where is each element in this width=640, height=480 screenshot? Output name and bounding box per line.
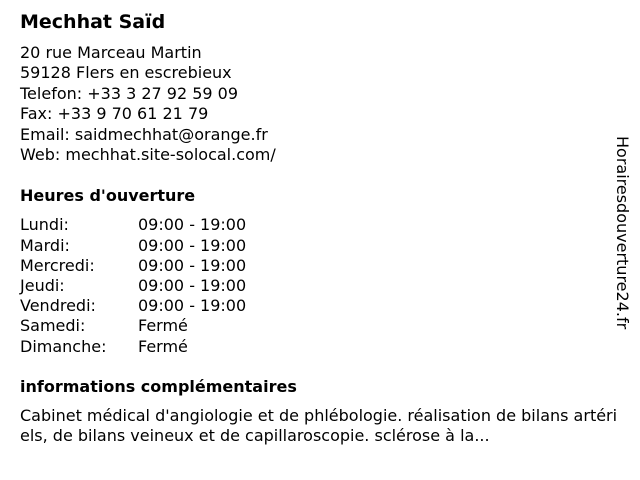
- day-hours: 09:00 - 19:00: [138, 296, 247, 316]
- info-description: Cabinet médical d'angiologie et de phlébologie. réalisation de bilans artériels, de bilans veineux et de capillaroscopie. sclérose à la...: [20, 405, 618, 446]
- day-hours: 09:00 - 19:00: [138, 255, 247, 275]
- day-hours: Fermé: [138, 336, 188, 356]
- day-label: Mercredi:: [20, 255, 95, 275]
- phone-text: Telefon: +33 3 27 92 59 09: [20, 83, 239, 103]
- day-label: Samedi:: [20, 316, 86, 336]
- day-label: Lundi:: [20, 215, 69, 235]
- fax-text: Fax: +33 9 70 61 21 79: [20, 104, 209, 124]
- site-watermark: Horairesdouverture24.fr: [613, 136, 632, 330]
- day-label: Vendredi:: [20, 296, 96, 316]
- info-heading: informations complémentaires: [20, 376, 297, 396]
- hours-row-saturday: [20, 316, 610, 336]
- day-label: Dimanche:: [20, 336, 107, 356]
- day-hours: 09:00 - 19:00: [138, 276, 247, 296]
- hours-row-wednesday: [20, 256, 610, 276]
- hours-row-monday: [20, 215, 610, 235]
- hours-row-friday: [20, 296, 610, 316]
- day-label: Jeudi:: [20, 276, 65, 296]
- web-text: Web: mechhat.site-solocal.com/: [20, 145, 276, 165]
- address-line-2: 59128 Flers en escrebieux: [20, 63, 232, 83]
- hours-row-tuesday: [20, 236, 610, 256]
- contact-block: [20, 43, 610, 165]
- day-label: Mardi:: [20, 235, 70, 255]
- business-name: Mechhat Saïd: [20, 11, 166, 33]
- hours-row-sunday: [20, 337, 610, 357]
- day-hours: 09:00 - 19:00: [138, 235, 247, 255]
- hours-row-thursday: [20, 276, 610, 296]
- email-text: Email: saidmechhat@orange.fr: [20, 124, 268, 144]
- address-line-1: 20 rue Marceau Martin: [20, 43, 202, 62]
- business-card: [20, 10, 618, 447]
- hours-heading: Heures d'ouverture: [20, 186, 196, 206]
- day-hours: Fermé: [138, 316, 188, 336]
- day-hours: 09:00 - 19:00: [138, 215, 247, 235]
- hours-table: [20, 215, 610, 356]
